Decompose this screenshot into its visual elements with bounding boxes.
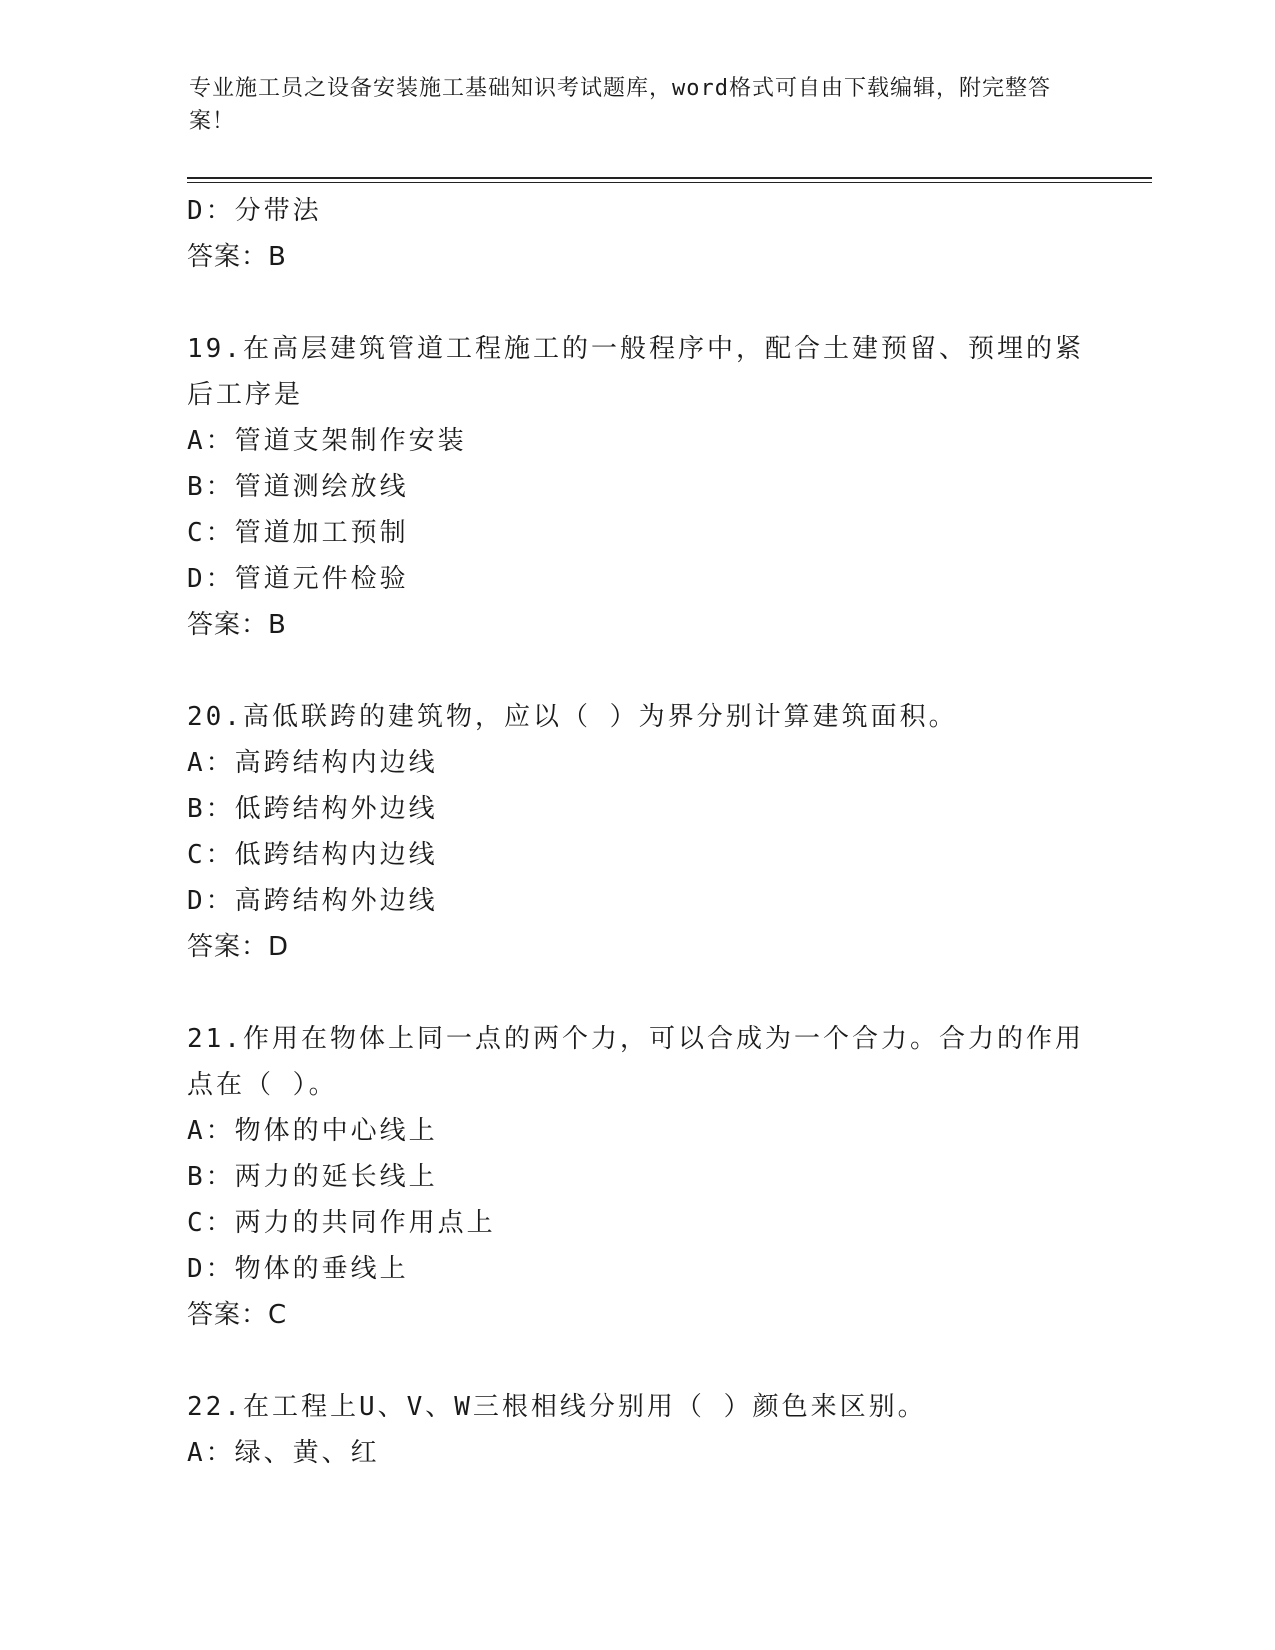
question-20 xyxy=(187,694,1087,970)
option-b: B：低跨结构外边线 xyxy=(187,794,438,824)
option-c: C：两力的共同作用点上 xyxy=(187,1208,496,1238)
option-a: A：高跨结构内边线 xyxy=(187,748,438,778)
option-d: D：分带法 xyxy=(187,196,322,226)
option-a: A：管道支架制作安装 xyxy=(187,426,467,456)
option-b: B：管道测绘放线 xyxy=(187,472,409,502)
question-stem: 19.在高层建筑管道工程施工的一般程序中，配合土建预留、预埋的紧 xyxy=(187,334,1084,364)
option-a: A：物体的中心线上 xyxy=(187,1116,438,1146)
option-d: D：管道元件检验 xyxy=(187,564,409,594)
answer: 答案：D xyxy=(187,932,290,962)
question-list xyxy=(187,188,1087,1476)
answer: 答案：B xyxy=(187,242,287,272)
question-stem: 21.作用在物体上同一点的两个力，可以合成为一个合力。合力的作用 xyxy=(187,1024,1084,1054)
answer: 答案：B xyxy=(187,610,287,640)
option-d: D：物体的垂线上 xyxy=(187,1254,409,1284)
question-stem-cont: 后工序是 xyxy=(187,380,304,410)
document-header xyxy=(189,72,1069,138)
option-b: B：两力的延长线上 xyxy=(187,1162,438,1192)
question-stem: 22.在工程上U、V、W三根相线分别用（ ）颜色来区别。 xyxy=(187,1392,927,1422)
question-stem-cont: 点在（ ）。 xyxy=(187,1070,338,1100)
header-text: 专业施工员之设备安装施工基础知识考试题库，word格式可自由下载编辑，附完整答案！ xyxy=(189,76,1051,134)
option-c: C：低跨结构内边线 xyxy=(187,840,438,870)
option-c: C：管道加工预制 xyxy=(187,518,409,548)
question-stem: 20.高低联跨的建筑物，应以（ ）为界分别计算建筑面积。 xyxy=(187,702,958,732)
question-19 xyxy=(187,326,1087,648)
option-d: D：高跨结构外边线 xyxy=(187,886,438,916)
question-21 xyxy=(187,1016,1087,1338)
option-a: A：绿、黄、红 xyxy=(187,1438,380,1468)
answer: 答案：C xyxy=(187,1300,288,1330)
header-divider-thin xyxy=(187,182,1152,183)
question-22 xyxy=(187,1384,1087,1476)
header-divider-thick xyxy=(187,177,1152,179)
